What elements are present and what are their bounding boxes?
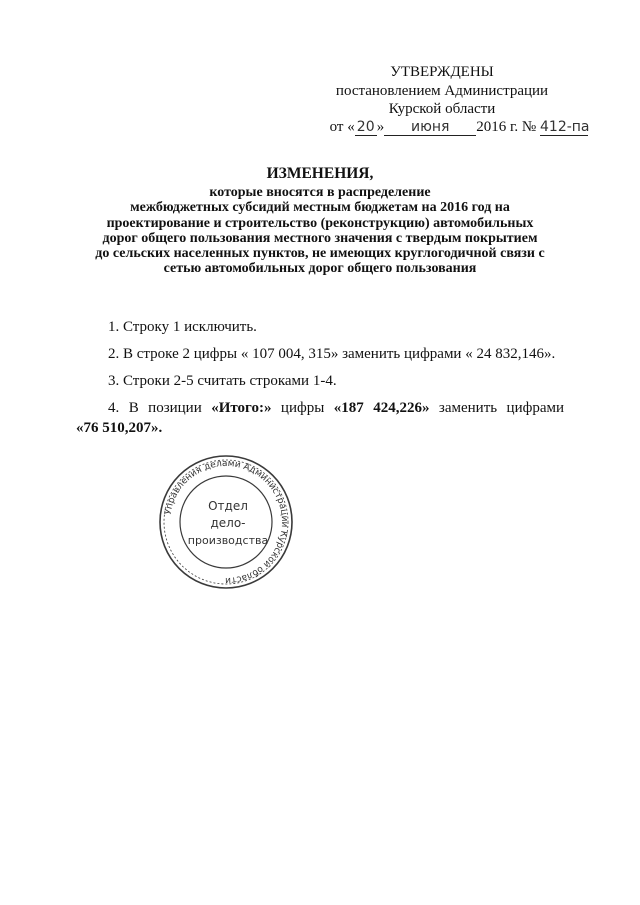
decree-number: 412-па <box>540 119 590 135</box>
stamp-ring-text: Управления делами Администрации Курской области <box>163 458 290 586</box>
title-line: дорог общего пользования местного значения с твердым покрытием <box>102 230 538 246</box>
item4-text: 4. В позиции <box>108 400 212 416</box>
change-item-4 <box>76 399 564 417</box>
approved-by-line: постановлением Администрации <box>335 82 549 99</box>
date-year: 2016 г. № <box>476 119 537 135</box>
stamp-center-line: дело- <box>210 516 246 530</box>
date-mid: » <box>376 119 385 135</box>
stamp-center-line: Отдел <box>208 499 248 513</box>
title-heading: ИЗМЕНЕНИЯ, <box>266 165 374 182</box>
change-item-2: 2. В строке 2 цифры « 107 004, 315» заменить цифрами « 24 832,146». <box>108 346 556 362</box>
date-prefix: от « <box>329 119 355 135</box>
title-line: проектирование и строительство (реконструкцию) автомобильных <box>106 215 534 231</box>
item4-end: . <box>158 420 163 436</box>
change-item-3: 3. Строки 2-5 считать строками 1-4. <box>108 373 337 389</box>
changes-list <box>76 318 564 446</box>
item4-text: заменить цифрами <box>429 400 564 416</box>
new-total-value: «76 510,207» <box>76 420 159 436</box>
title-line: сетью автомобильных дорог общего пользования <box>163 261 477 277</box>
date-day: 20 <box>355 120 377 136</box>
office-stamp <box>156 452 296 592</box>
change-item-4-continuation <box>76 419 564 437</box>
title-line: которые вносятся в распределение <box>209 185 431 201</box>
title-line: до сельских населенных пунктов, не имеющих круглогодичной связи с <box>95 246 545 262</box>
date-month: июня <box>384 120 476 136</box>
change-item-1: 1. Строку 1 исключить. <box>108 319 257 335</box>
item4-text: цифры <box>271 400 334 416</box>
approval-date-line <box>330 118 588 137</box>
old-total-value: «187 424,226» <box>333 400 430 416</box>
approval-block <box>302 63 590 135</box>
itogo-label: «Итого:» <box>211 400 272 416</box>
document-title <box>90 166 550 276</box>
approved-region-line: Курской области <box>388 101 496 117</box>
title-line: межбюджетных субсидий местным бюджетам на 2016 год на <box>130 200 510 216</box>
approved-label: УТВЕРЖДЕНЫ <box>390 64 494 80</box>
stamp-center-line: производства <box>187 534 269 547</box>
